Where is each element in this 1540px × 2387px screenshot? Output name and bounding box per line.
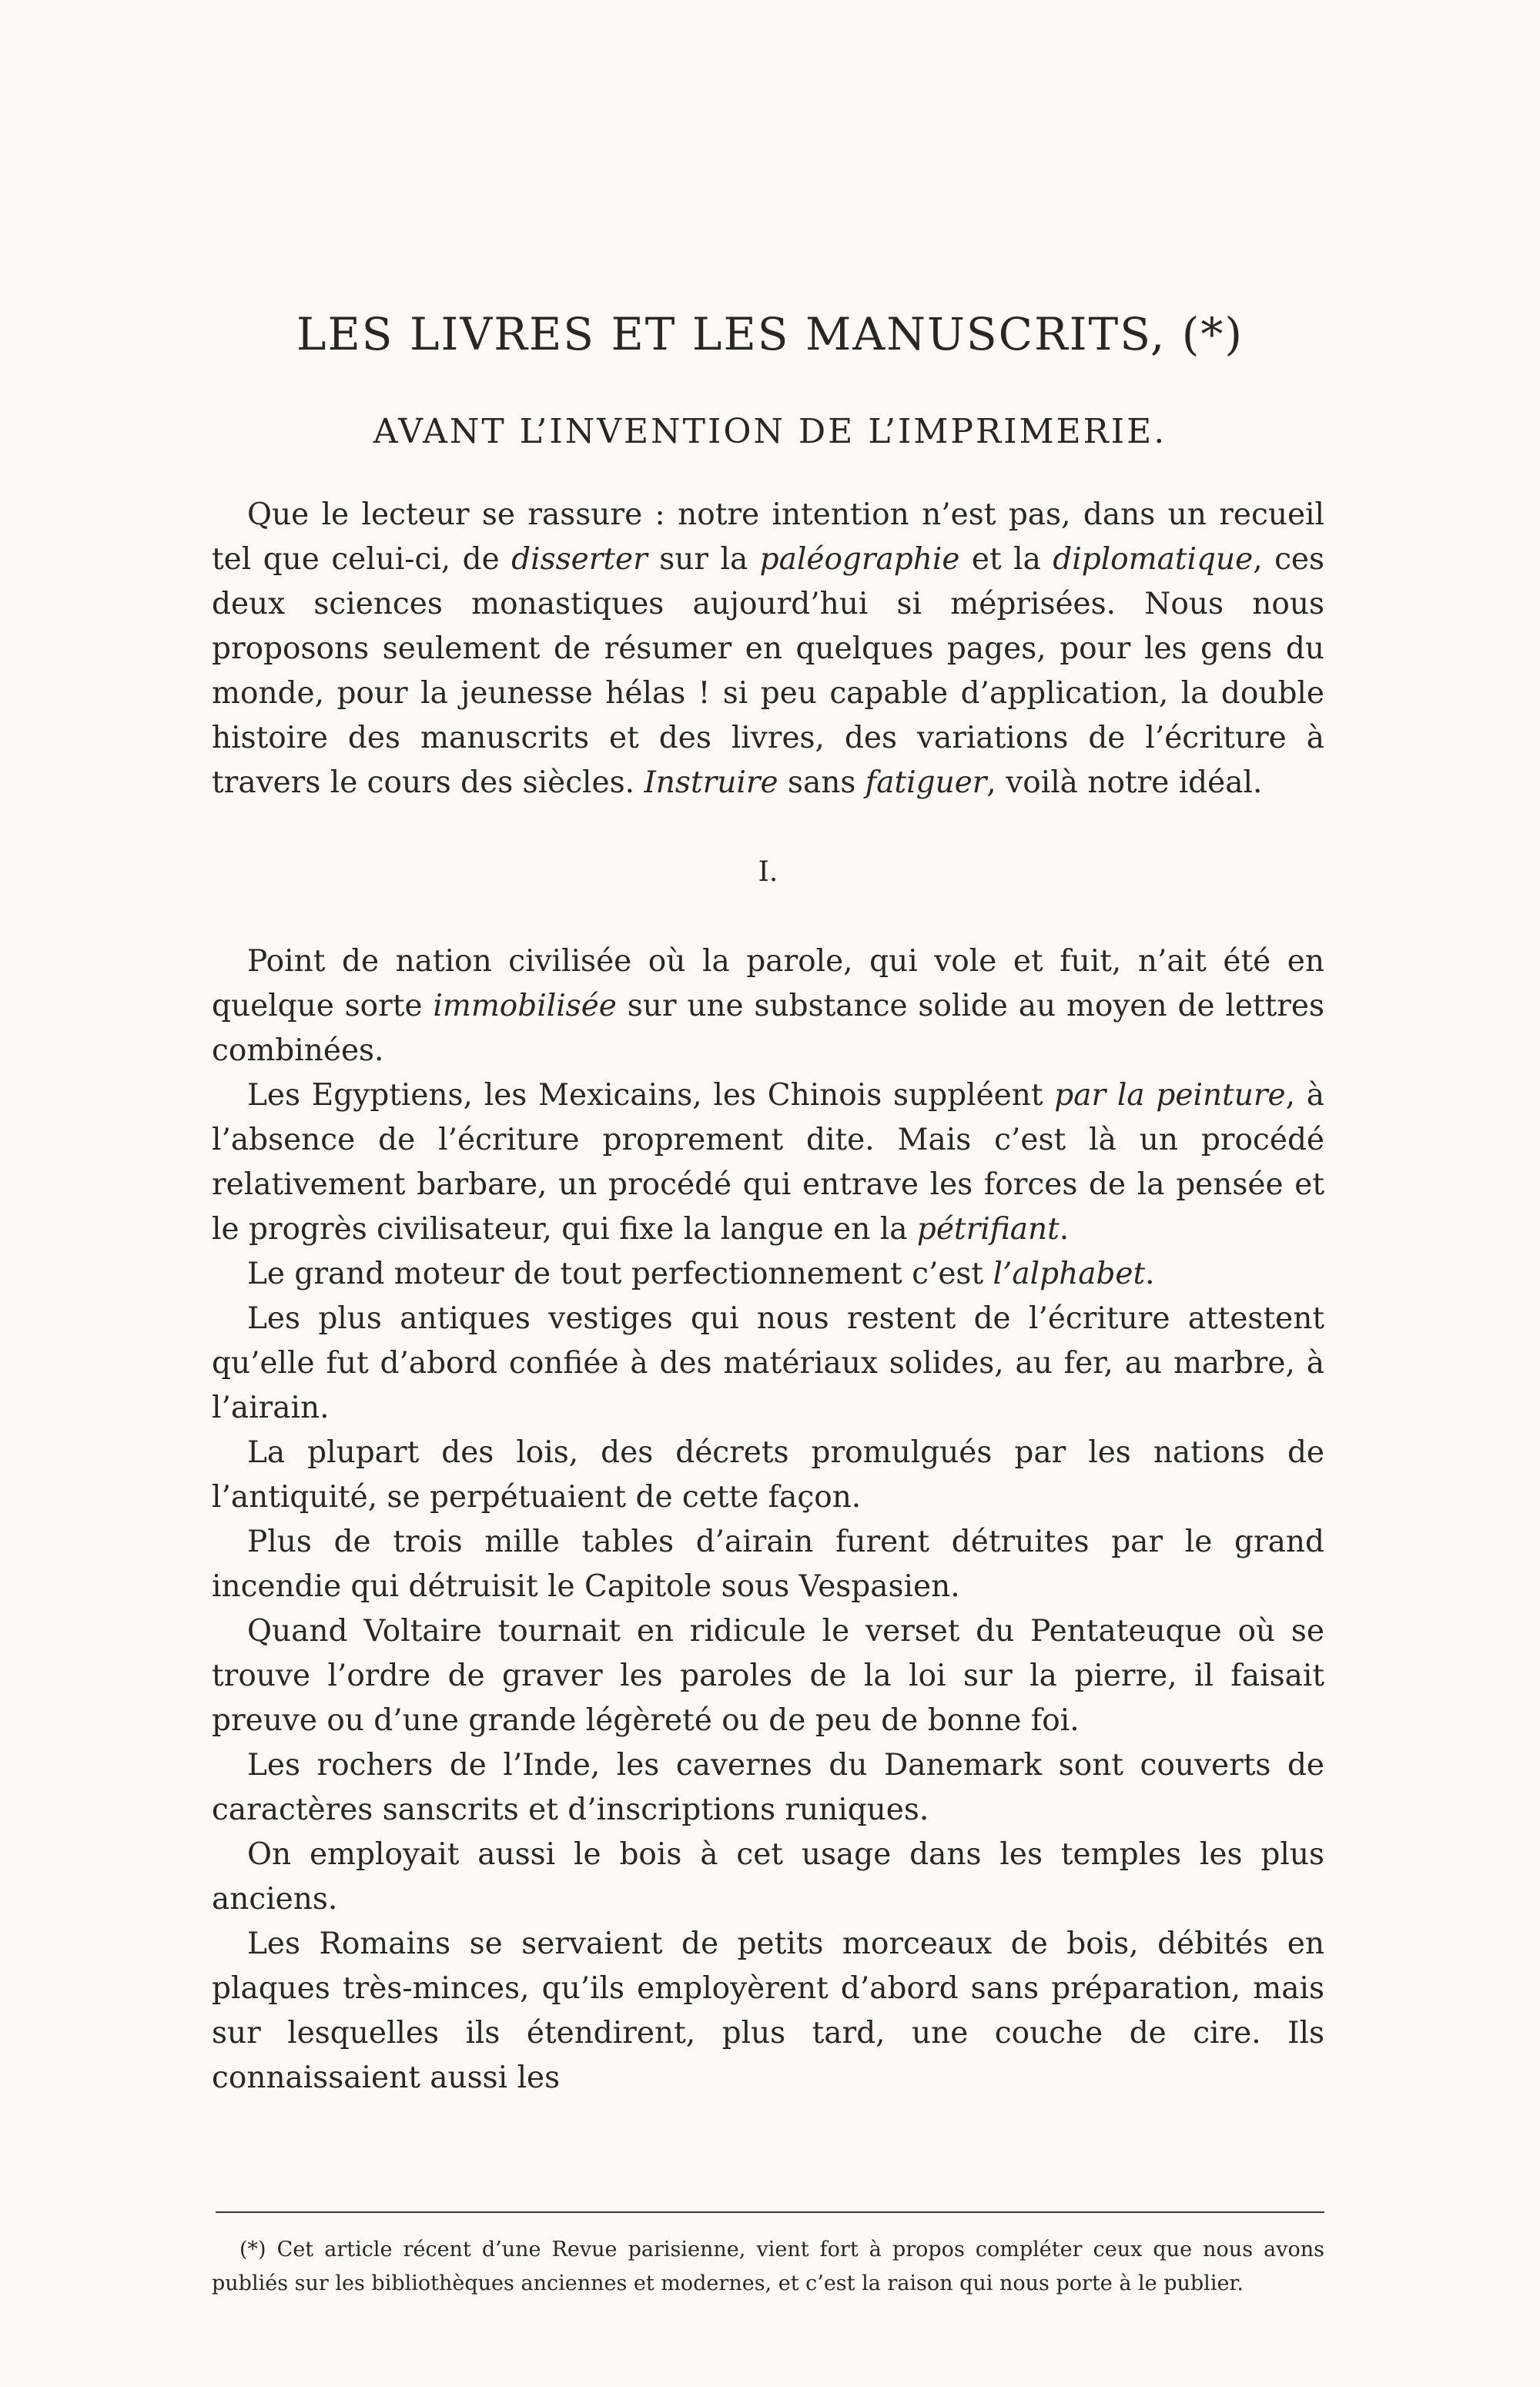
paragraph-10: Les Romains se servaient de petits morceaux de bois, débités en plaques très-minces, qu’ils employèrent d’abord sans préparation, mais sur lesquelles ils étendirent, plus tard, une couche de cire. Ils connaissaient aussi les bbox=[212, 1927, 1324, 2095]
paragraph-2: Les Egyptiens, les Mexicains, les Chinois suppléent par la peinture, à l’absence de l’écriture proprement dite. Mais c’est là un procédé relativement barbare, un procédé qui entrave les forces de la pensée et le progrès civilisateur, qui fixe la langue en la pétrifiant. bbox=[212, 1078, 1324, 1247]
paragraph-9: On employait aussi le bois à cet usage dans les temples les plus anciens. bbox=[212, 1837, 1324, 1917]
italic-term: pétrifiant bbox=[916, 1212, 1060, 1247]
paragraph-5: La plupart des lois, des décrets promulgués par les nations de l’antiquité, se perpétuaient de cette façon. bbox=[212, 1435, 1324, 1515]
paragraph-4: Les plus antiques vestiges qui nous restent de l’écriture attestent qu’elle fut d’abord confiée à des matériaux solides, au fer, au marbre, à l’airain. bbox=[212, 1301, 1324, 1425]
article-body bbox=[212, 493, 1324, 2101]
italic-term: diplomatique bbox=[1053, 542, 1254, 577]
italic-term: immobilisée bbox=[433, 989, 617, 1023]
section-number: I. bbox=[758, 856, 778, 888]
paragraph-3: Le grand moteur de tout perfectionnement c’est l’alphabet. bbox=[247, 1257, 1155, 1291]
italic-term: Instruire bbox=[644, 765, 778, 800]
intro-paragraph: Que le lecteur se rassure : notre intention n’est pas, dans un recueil tel que celui-ci, de disserter sur la paléographie et la diplomatique, ces deux sciences monastiques aujourd’hui si méprisées. Nous nous proposons seulement de résumer en quelques pages, pour les gens du monde, pour la jeunesse hélas ! si peu capable d’application, la double histoire des manuscrits et des livres, des variations de l’écriture à travers le cours des siècles. Instruire sans fatiguer, voilà notre idéal. bbox=[212, 497, 1325, 800]
article-subtitle: AVANT L’INVENTION DE L’IMPRIMERIE. bbox=[373, 412, 1167, 451]
paragraph-1: Point de nation civilisée où la parole, qui vole et fuit, n’ait été en quelque sorte immobilisée sur une substance solide au moyen de lettres combinées. bbox=[212, 944, 1324, 1068]
footnote: (*) Cet article récent d’une Revue parisienne, vient fort à propos compléter ceux que nous avons publiés sur les bibliothèques anciennes et modernes, et c’est la raison qui nous porte à le publier. bbox=[212, 2238, 1324, 2295]
italic-term: fatiguer bbox=[865, 765, 987, 800]
italic-term: l’alphabet bbox=[993, 1257, 1146, 1291]
footnote-divider bbox=[216, 2211, 1324, 2213]
paragraph-6: Plus de trois mille tables d’airain furent détruites par le grand incendie qui détruisit le Capitole sous Vespasien. bbox=[212, 1525, 1324, 1604]
italic-term: paléographie bbox=[759, 542, 960, 577]
article-title: LES LIVRES ET LES MANUSCRITS, (*) bbox=[296, 308, 1244, 360]
paragraph-8: Les rochers de l’Inde, les cavernes du Danemark sont couverts de caractères sanscrits et d’inscriptions runiques. bbox=[212, 1748, 1324, 1827]
paragraph-7: Quand Voltaire tournait en ridicule le verset du Pentateuque où se trouve l’ordre de graver les paroles de la loi sur la pierre, il faisait preuve ou d’une grande légèreté ou de peu de bonne foi. bbox=[212, 1614, 1324, 1738]
italic-term: disserter bbox=[511, 542, 648, 577]
italic-term: par la peinture bbox=[1054, 1078, 1286, 1113]
